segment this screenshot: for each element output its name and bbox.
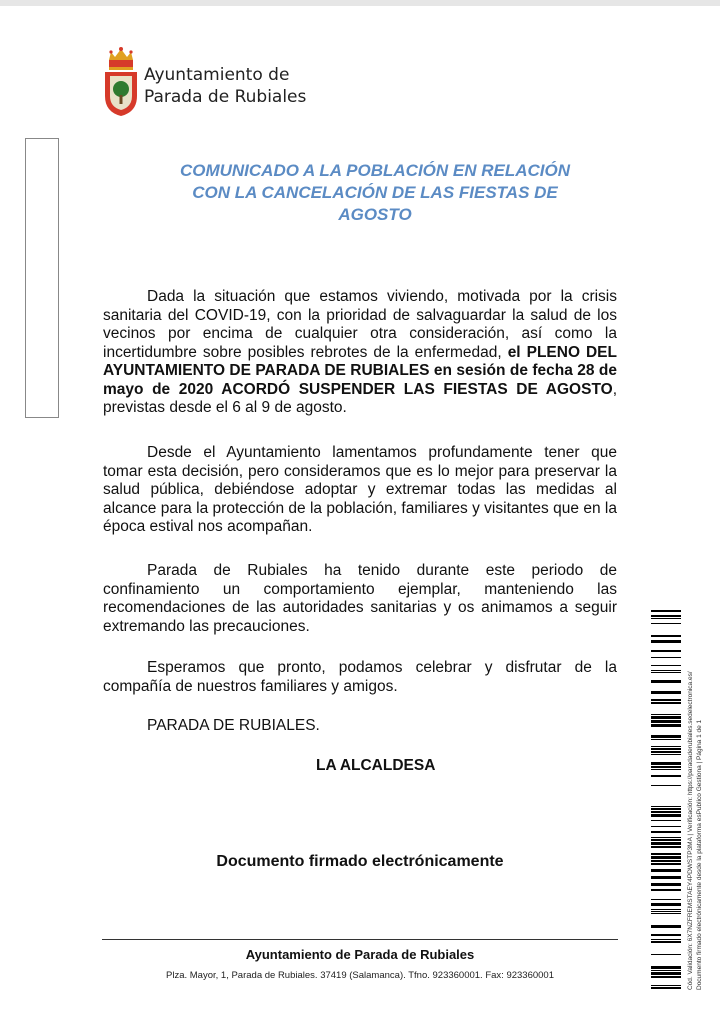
paragraph-2 [103,444,617,537]
document-title [120,160,630,226]
verification-barcode [651,610,681,990]
paragraph-1 [103,288,617,418]
paragraph-1-bold: el PLENO DEL AYUNTAMIENTO DE PARADA DE RUBIALES en sesión de fecha 28 de mayo de 2020 ACORDÓ SUSPENDER LAS FIESTAS DE AGOSTO [103,343,617,398]
organization-name [144,64,306,108]
top-bar [0,0,720,6]
validation-line2: Documento firmado electrónicamente desde la plataforma esPublico Gestiona | Página 1 de 1 [696,719,703,990]
electronic-signature-text: Documento firmado electrónicamente [216,853,504,870]
title-line1: COMUNICADO A LA POBLACIÓN EN RELACIÓN [179,161,571,180]
footer-organization: Ayuntamiento de Parada de Rubiales [245,947,475,962]
paragraph-2-text: Desde el Ayuntamiento lamentamos profundamente tener que tomar esta decisión, pero consideramos que es lo mejor para preservar la salud pública, debiéndose adoptar y extremar todas las medidas al alcance para la protección de la población, familiares y visitantes que en la época estival nos acompañan. [103,444,617,535]
electronic-signature-note [0,853,720,871]
paragraph-4 [103,659,617,696]
paragraph-1-text: Dada la situación que estamos viviendo, motivada por la crisis sanitaria del COVID-19, con la prioridad de salvaguardar la salud de los vecinos por encima de cualquier otra consideración, así como la incertidumbre sobre posibles rebrotes de la enfermedad, [103,288,617,361]
title-line2: CON LA CANCELACIÓN DE LAS FIESTAS DE [192,183,558,202]
paragraph-3 [103,562,617,636]
coat-of-arms-icon [101,46,141,118]
organization-name-line2: Parada de Rubiales [144,87,307,107]
signatory-role: LA ALCALDESA [316,757,436,774]
footer-divider [102,939,618,940]
organization-name-line1: Ayuntamiento de [144,65,290,85]
validation-line1: Cód. Validación: 6X7NZFREMSTAEY4PDWSTP3MA | Verificación: https://paradaderubiales.sedelectronica.es/ [687,671,694,990]
validation-text [686,610,708,990]
title-line3: AGOSTO [338,205,412,224]
closing-line: PARADA DE RUBIALES. [147,717,320,734]
registry-stamp-box [25,138,59,418]
paragraph-3-text: Parada de Rubiales ha tenido durante este periodo de confinamiento un comportamiento ejemplar, manteniendo las recomendaciones de las autoridades sanitarias y os animamos a seguir extremando las precauciones. [103,562,617,635]
paragraph-4-text: Esperamos que pronto, podamos celebrar y disfrutar de la compañía de nuestros familiares y amigos. [103,659,617,695]
footer-address: Plza. Mayor, 1, Parada de Rubiales. 37419 (Salamanca). Tfno. 923360001. Fax: 923360001 [166,970,554,981]
paragraph-1-end: , previstas desde el 6 al 9 de agosto. [103,380,617,416]
